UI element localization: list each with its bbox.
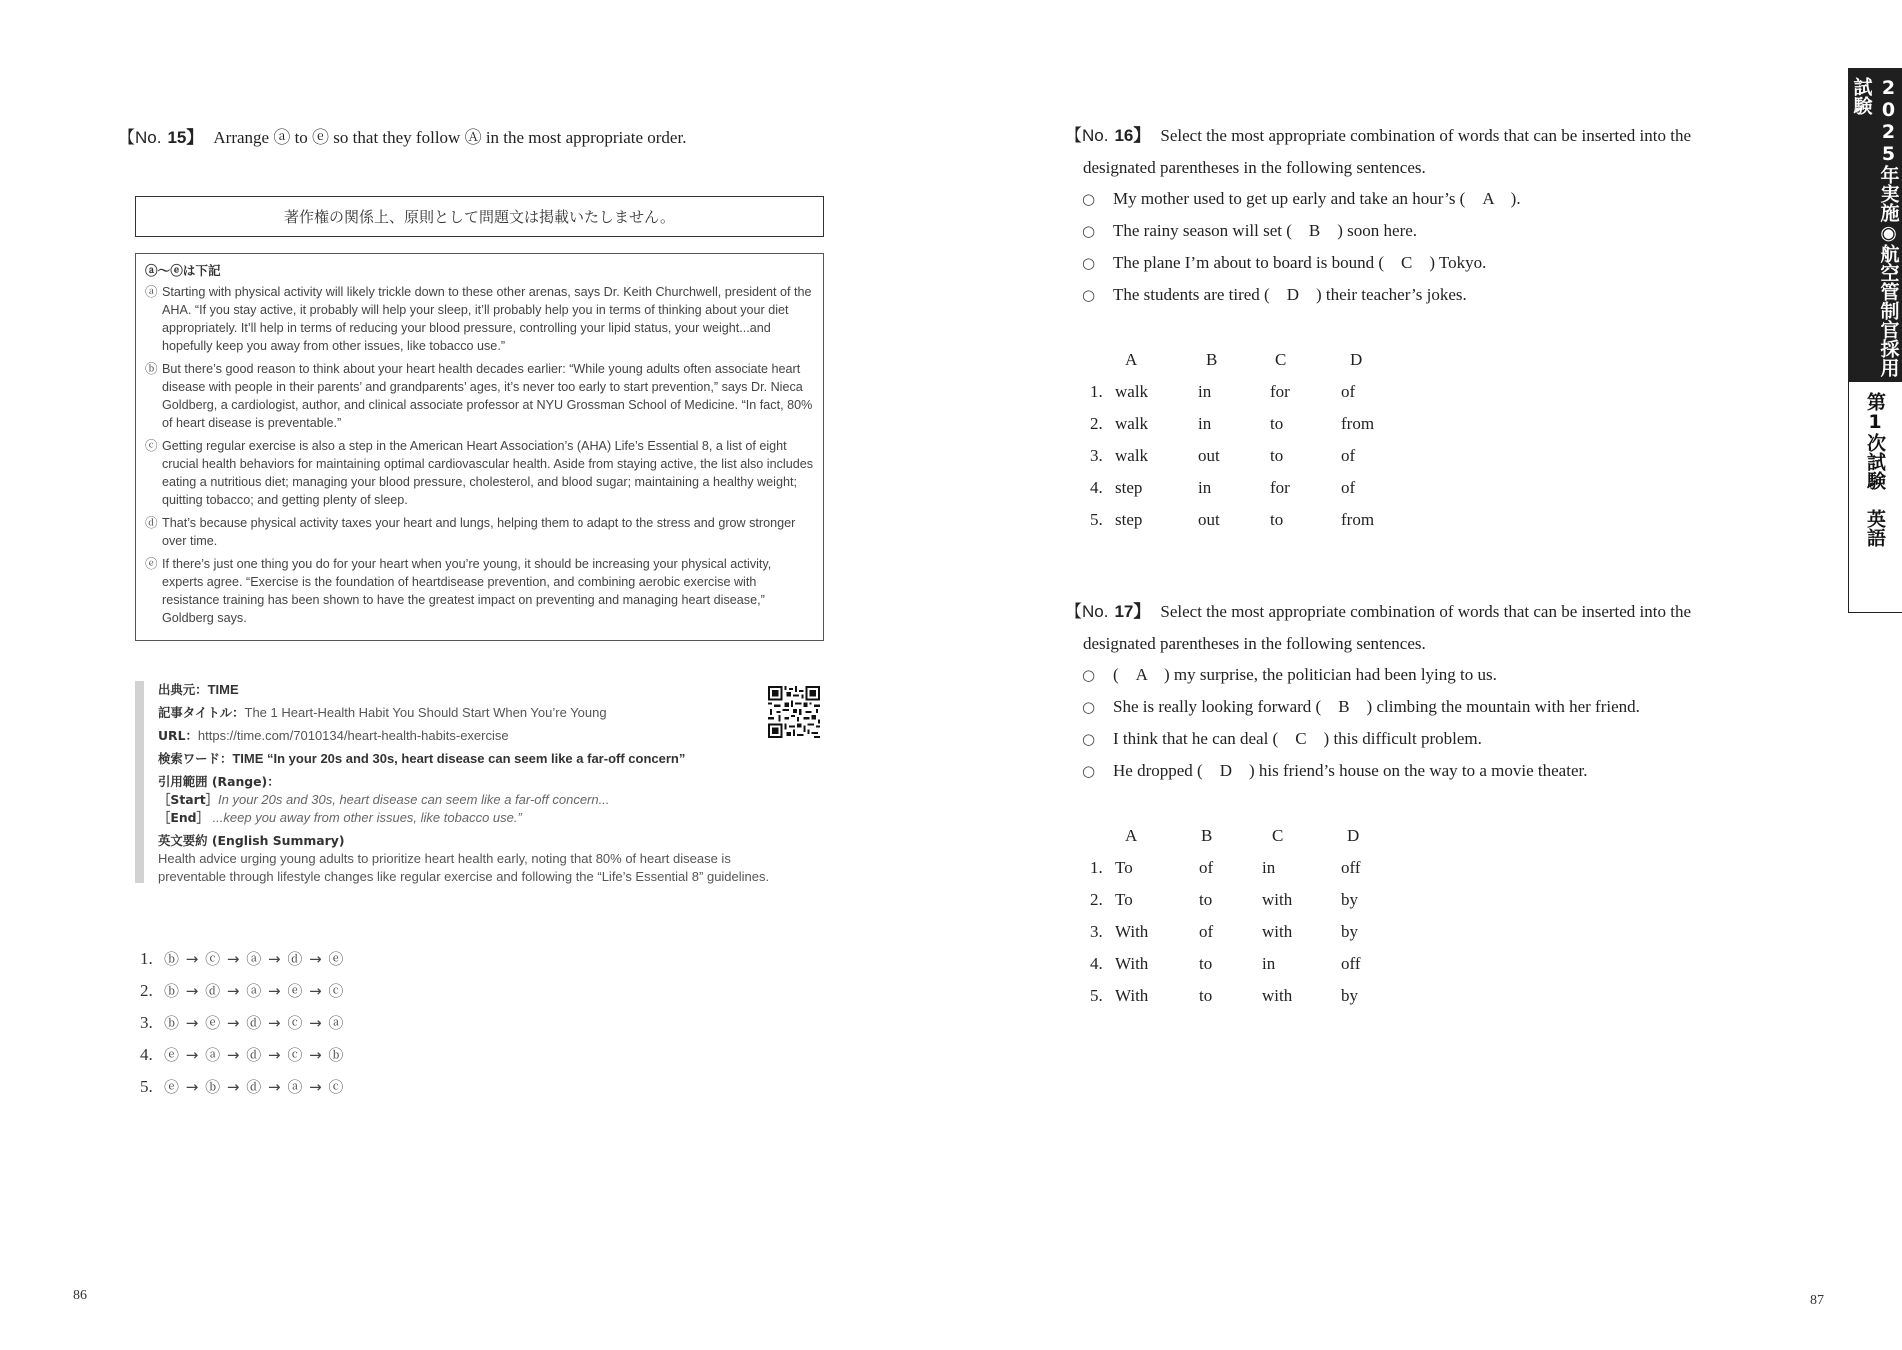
cell-a: With — [1115, 954, 1149, 973]
source-start-label: ［Start］ — [158, 792, 219, 807]
cell-d: of — [1341, 446, 1356, 465]
cell-d: by — [1341, 922, 1358, 941]
source-summary-line-1: Health advice urging young adults to prioritize heart health early, noting that 80% of heart disease is — [158, 851, 731, 866]
q15-header — [118, 122, 686, 154]
q16-sentence-2: ○ The rainy season will set ( B ) soon here. — [1082, 221, 1418, 240]
cell-a: walk — [1115, 414, 1149, 433]
cell-a: step — [1115, 478, 1143, 497]
q17-bracket: 【No. — [1065, 602, 1109, 621]
source-search: TIME “In your 20s and 30s, heart disease can seem like a far-off concern” — [232, 751, 686, 766]
paragraph-mark: ⓑ — [145, 362, 158, 376]
paragraph-mark: ⓔ — [145, 557, 158, 571]
cell-d: from — [1341, 510, 1375, 529]
cell-a: step — [1115, 510, 1143, 529]
cell-c: in — [1262, 954, 1276, 973]
q15-option-4[interactable] — [140, 1044, 344, 1065]
passage-paragraph-d — [145, 514, 815, 550]
q17-sentence-3: ○ I think that he can deal ( C ) this difficult problem. — [1082, 729, 1482, 748]
option-sequence: ⓑ → ⓓ → ⓐ → ⓔ → ⓒ — [164, 982, 345, 1000]
circle-bullet-icon: ○ — [1082, 222, 1096, 240]
q15-option-1[interactable] — [140, 948, 344, 969]
cell-b: in — [1198, 382, 1212, 401]
row-number: 4. — [1090, 478, 1103, 497]
source-block — [135, 681, 824, 883]
source-search-label: 検索ワード： — [158, 751, 233, 766]
cell-a: To — [1115, 890, 1133, 909]
source-publisher-label: 出典元： — [158, 682, 208, 697]
side-tab-section: 第1次試験 英語 — [1864, 392, 1886, 547]
cell-d: of — [1341, 478, 1356, 497]
circle-bullet-icon: ○ — [1082, 762, 1096, 780]
row-number: 3. — [1090, 446, 1103, 465]
paragraph-mark: ⓒ — [145, 439, 158, 453]
source-end-row — [158, 809, 824, 827]
paragraph-text: Starting with physical activity will likely trickle down to these other arenas, says Dr. Keith Churchwell, president of the AHA. “If you stay active, it probably will help your sleep, it’ll probably help you in terms of thinking about your diet appropriately. It’ll help in terms of reducing your blood pressure, controlling your lipid status, your weight...and hopefully keep you away from other issues, like tobacco use.” — [162, 285, 812, 353]
q17-instruction-line-2: designated parentheses in the following sentences. — [1083, 634, 1426, 653]
cell-d: by — [1341, 890, 1358, 909]
q17-sentence-2: ○ She is really looking forward ( B ) climbing the mountain with her friend. — [1082, 697, 1640, 716]
q15-instruction: Arrange ⓐ to ⓔ so that they follow Ⓐ in the most appropriate order. — [213, 128, 687, 147]
header-d: D — [1347, 826, 1360, 845]
qr-code-icon[interactable] — [768, 686, 820, 738]
row-number: 5. — [1090, 510, 1103, 529]
cell-b: of — [1199, 922, 1214, 941]
circle-bullet-icon: ○ — [1082, 254, 1096, 272]
q16-instruction-line-1: Select the most appropriate combination of words that can be inserted into the — [1160, 126, 1692, 145]
circle-bullet-icon: ○ — [1082, 698, 1096, 716]
q16-sentence-3: ○ The plane I’m about to board is bound ( C ) Tokyo. — [1082, 253, 1487, 272]
option-number: 4. — [140, 1045, 153, 1064]
cell-d: off — [1341, 954, 1361, 973]
passage-paragraph-b — [145, 360, 815, 432]
cell-a: walk — [1115, 446, 1149, 465]
source-end-label: ［End］ — [158, 810, 209, 825]
option-sequence: ⓔ → ⓐ → ⓓ → ⓒ → ⓑ — [164, 1046, 345, 1064]
source-title-row — [158, 704, 824, 722]
source-range-label: 引用範囲 (Range)： — [158, 774, 280, 789]
option-number: 2. — [140, 981, 153, 1000]
q16-bracket: 【No. — [1065, 126, 1109, 145]
cell-a: To — [1115, 858, 1133, 877]
cell-d: from — [1341, 414, 1375, 433]
row-number: 4. — [1090, 954, 1103, 973]
header-b: B — [1206, 350, 1218, 369]
header-c: C — [1275, 350, 1287, 369]
source-start: In your 20s and 30s, heart disease can seem like a far-off concern... — [218, 792, 610, 807]
cell-d: by — [1341, 986, 1358, 1005]
source-start-row — [158, 791, 824, 809]
row-number: 3. — [1090, 922, 1103, 941]
page-number-left: 86 — [73, 1288, 87, 1303]
q16-header — [1065, 120, 1691, 152]
q17-sentence-4: ○ He dropped ( D ) his friend’s house on the way to a movie theater. — [1082, 761, 1588, 780]
q17-number: 17】 — [1114, 602, 1151, 621]
cell-c: with — [1262, 922, 1293, 941]
source-search-row — [158, 750, 824, 768]
cell-c: with — [1262, 890, 1293, 909]
header-a: A — [1125, 350, 1138, 369]
page-number-right: 87 — [1810, 1293, 1824, 1308]
option-number: 3. — [140, 1013, 153, 1032]
source-end: ...keep you away from other issues, like tobacco use.” — [212, 810, 522, 825]
circle-bullet-icon: ○ — [1082, 666, 1096, 684]
cell-a: walk — [1115, 382, 1149, 401]
q17-instruction-line-1: Select the most appropriate combination of words that can be inserted into the — [1160, 602, 1692, 621]
source-url[interactable]: https://time.com/7010134/heart-health-habits-exercise — [197, 728, 509, 743]
circle-bullet-icon: ○ — [1082, 190, 1096, 208]
source-publisher: TIME — [207, 682, 239, 697]
source-summary-line-2: preventable through lifestyle changes like regular exercise and following the “Life’s Essential 8” guidelines. — [158, 869, 770, 884]
source-url-row — [158, 727, 824, 745]
copyright-notice: 著作権の関係上、原則として問題文は掲載いたしません。 — [135, 196, 824, 237]
source-summary-label: 英文要約 (English Summary) — [158, 833, 345, 848]
paragraph-text: But there’s good reason to think about your heart health decades earlier: “While young adults often associate heart disease with people in their parents’ and grandparents’ ages, it’s never too early to start prevention,” says Dr. Nieca Goldberg, a cardiologist, author, and clinical associate professor at NYU Grossman School of Medicine. “In fact, 80% of heart disease is preventable.” — [162, 362, 813, 430]
cell-c: to — [1270, 414, 1284, 433]
q15-number: 15】 — [167, 128, 204, 147]
header-a: A — [1125, 826, 1138, 845]
cell-c: to — [1270, 510, 1284, 529]
cell-a: With — [1115, 986, 1149, 1005]
q15-option-2[interactable] — [140, 980, 344, 1001]
source-title-label: 記事タイトル： — [158, 705, 245, 720]
q16-sentence-4: ○ The students are tired ( D ) their teacher’s jokes. — [1082, 285, 1467, 304]
cell-b: in — [1198, 478, 1212, 497]
cell-b: to — [1199, 986, 1213, 1005]
passage-paragraph-a — [145, 283, 815, 355]
q17-header — [1065, 596, 1691, 628]
cell-d: off — [1341, 858, 1361, 877]
cell-c: in — [1262, 858, 1276, 877]
option-number: 1. — [140, 949, 153, 968]
circle-bullet-icon: ○ — [1082, 286, 1096, 304]
passage-title: ⓐ〜ⓔは下記 — [145, 263, 221, 278]
cell-a: With — [1115, 922, 1149, 941]
circle-bullet-icon: ○ — [1082, 730, 1096, 748]
paragraph-text: That’s because physical activity taxes your heart and lungs, helping them to adapt to the stress and grow stronger over time. — [162, 516, 796, 548]
paragraph-text: If there’s just one thing you do for your heart when you’re young, it should be increasing your physical activity, experts agree. “Exercise is the foundation of heartdisease prevention, and combining aerobic exercise with resistance training has been shown to have the greatest impact on preventing and managing heart disease,” Goldberg says. — [162, 557, 772, 625]
option-sequence: ⓑ → ⓒ → ⓐ → ⓓ → ⓔ — [164, 950, 345, 968]
cell-c: to — [1270, 446, 1284, 465]
side-tab-dark-block — [1849, 69, 1902, 382]
option-sequence: ⓔ → ⓑ → ⓓ → ⓐ → ⓒ — [164, 1078, 345, 1096]
row-number: 5. — [1090, 986, 1103, 1005]
header-c: C — [1272, 826, 1284, 845]
q16-sentence-1: ○ My mother used to get up early and take an hour’s ( A ). — [1082, 189, 1521, 208]
paragraph-text: Getting regular exercise is also a step in the American Heart Association’s (AHA) Life’s Essential 8, a list of eight crucial health behaviors for maintaining optimal cardiovascular health. Aside from staying active, the list also includes eating a nutritious diet; managing your blood pressure, cholesterol, and blood sugar; maintaining a healthy weight; quitting tobacco; and getting plenty of sleep. — [162, 439, 814, 507]
cell-b: to — [1199, 954, 1213, 973]
option-sequence: ⓑ → ⓔ → ⓓ → ⓒ → ⓐ — [164, 1014, 345, 1032]
cell-c: for — [1270, 382, 1290, 401]
header-d: D — [1350, 350, 1363, 369]
option-number: 5. — [140, 1077, 153, 1096]
passage-paragraph-e — [145, 555, 815, 627]
source-range-row — [158, 773, 824, 791]
q15-option-3[interactable] — [140, 1012, 344, 1033]
source-summary-label-row — [158, 832, 824, 850]
paragraph-mark: ⓓ — [145, 516, 158, 530]
cell-d: of — [1341, 382, 1356, 401]
paragraph-mark: ⓐ — [145, 285, 158, 299]
q17-sentence-1: ○ ( A ) my surprise, the politician had been lying to us. — [1082, 665, 1497, 684]
cell-c: with — [1262, 986, 1293, 1005]
row-number: 2. — [1090, 890, 1103, 909]
cell-b: out — [1198, 510, 1220, 529]
cell-b: in — [1198, 414, 1212, 433]
q16-number: 16】 — [1114, 126, 1151, 145]
source-url-label: URL： — [158, 728, 198, 743]
row-number: 2. — [1090, 414, 1103, 433]
source-publisher-row — [158, 681, 824, 699]
side-tab-exam-title: 2025年実施◉航空管制官採用試験 — [1850, 77, 1900, 377]
cell-b: of — [1199, 858, 1214, 877]
q15-bracket: 【No. — [118, 128, 162, 147]
row-number: 1. — [1090, 382, 1103, 401]
header-b: B — [1201, 826, 1213, 845]
cell-b: out — [1198, 446, 1220, 465]
q15-option-5[interactable] — [140, 1076, 344, 1097]
cell-c: for — [1270, 478, 1290, 497]
passage-paragraph-c — [145, 437, 815, 509]
passage-box — [135, 253, 824, 641]
q16-instruction-line-2: designated parentheses in the following sentences. — [1083, 158, 1426, 177]
cell-b: to — [1199, 890, 1213, 909]
row-number: 1. — [1090, 858, 1103, 877]
chapter-side-tab — [1848, 68, 1902, 613]
source-title: The 1 Heart-Health Habit You Should Start When You’re Young — [244, 705, 607, 720]
